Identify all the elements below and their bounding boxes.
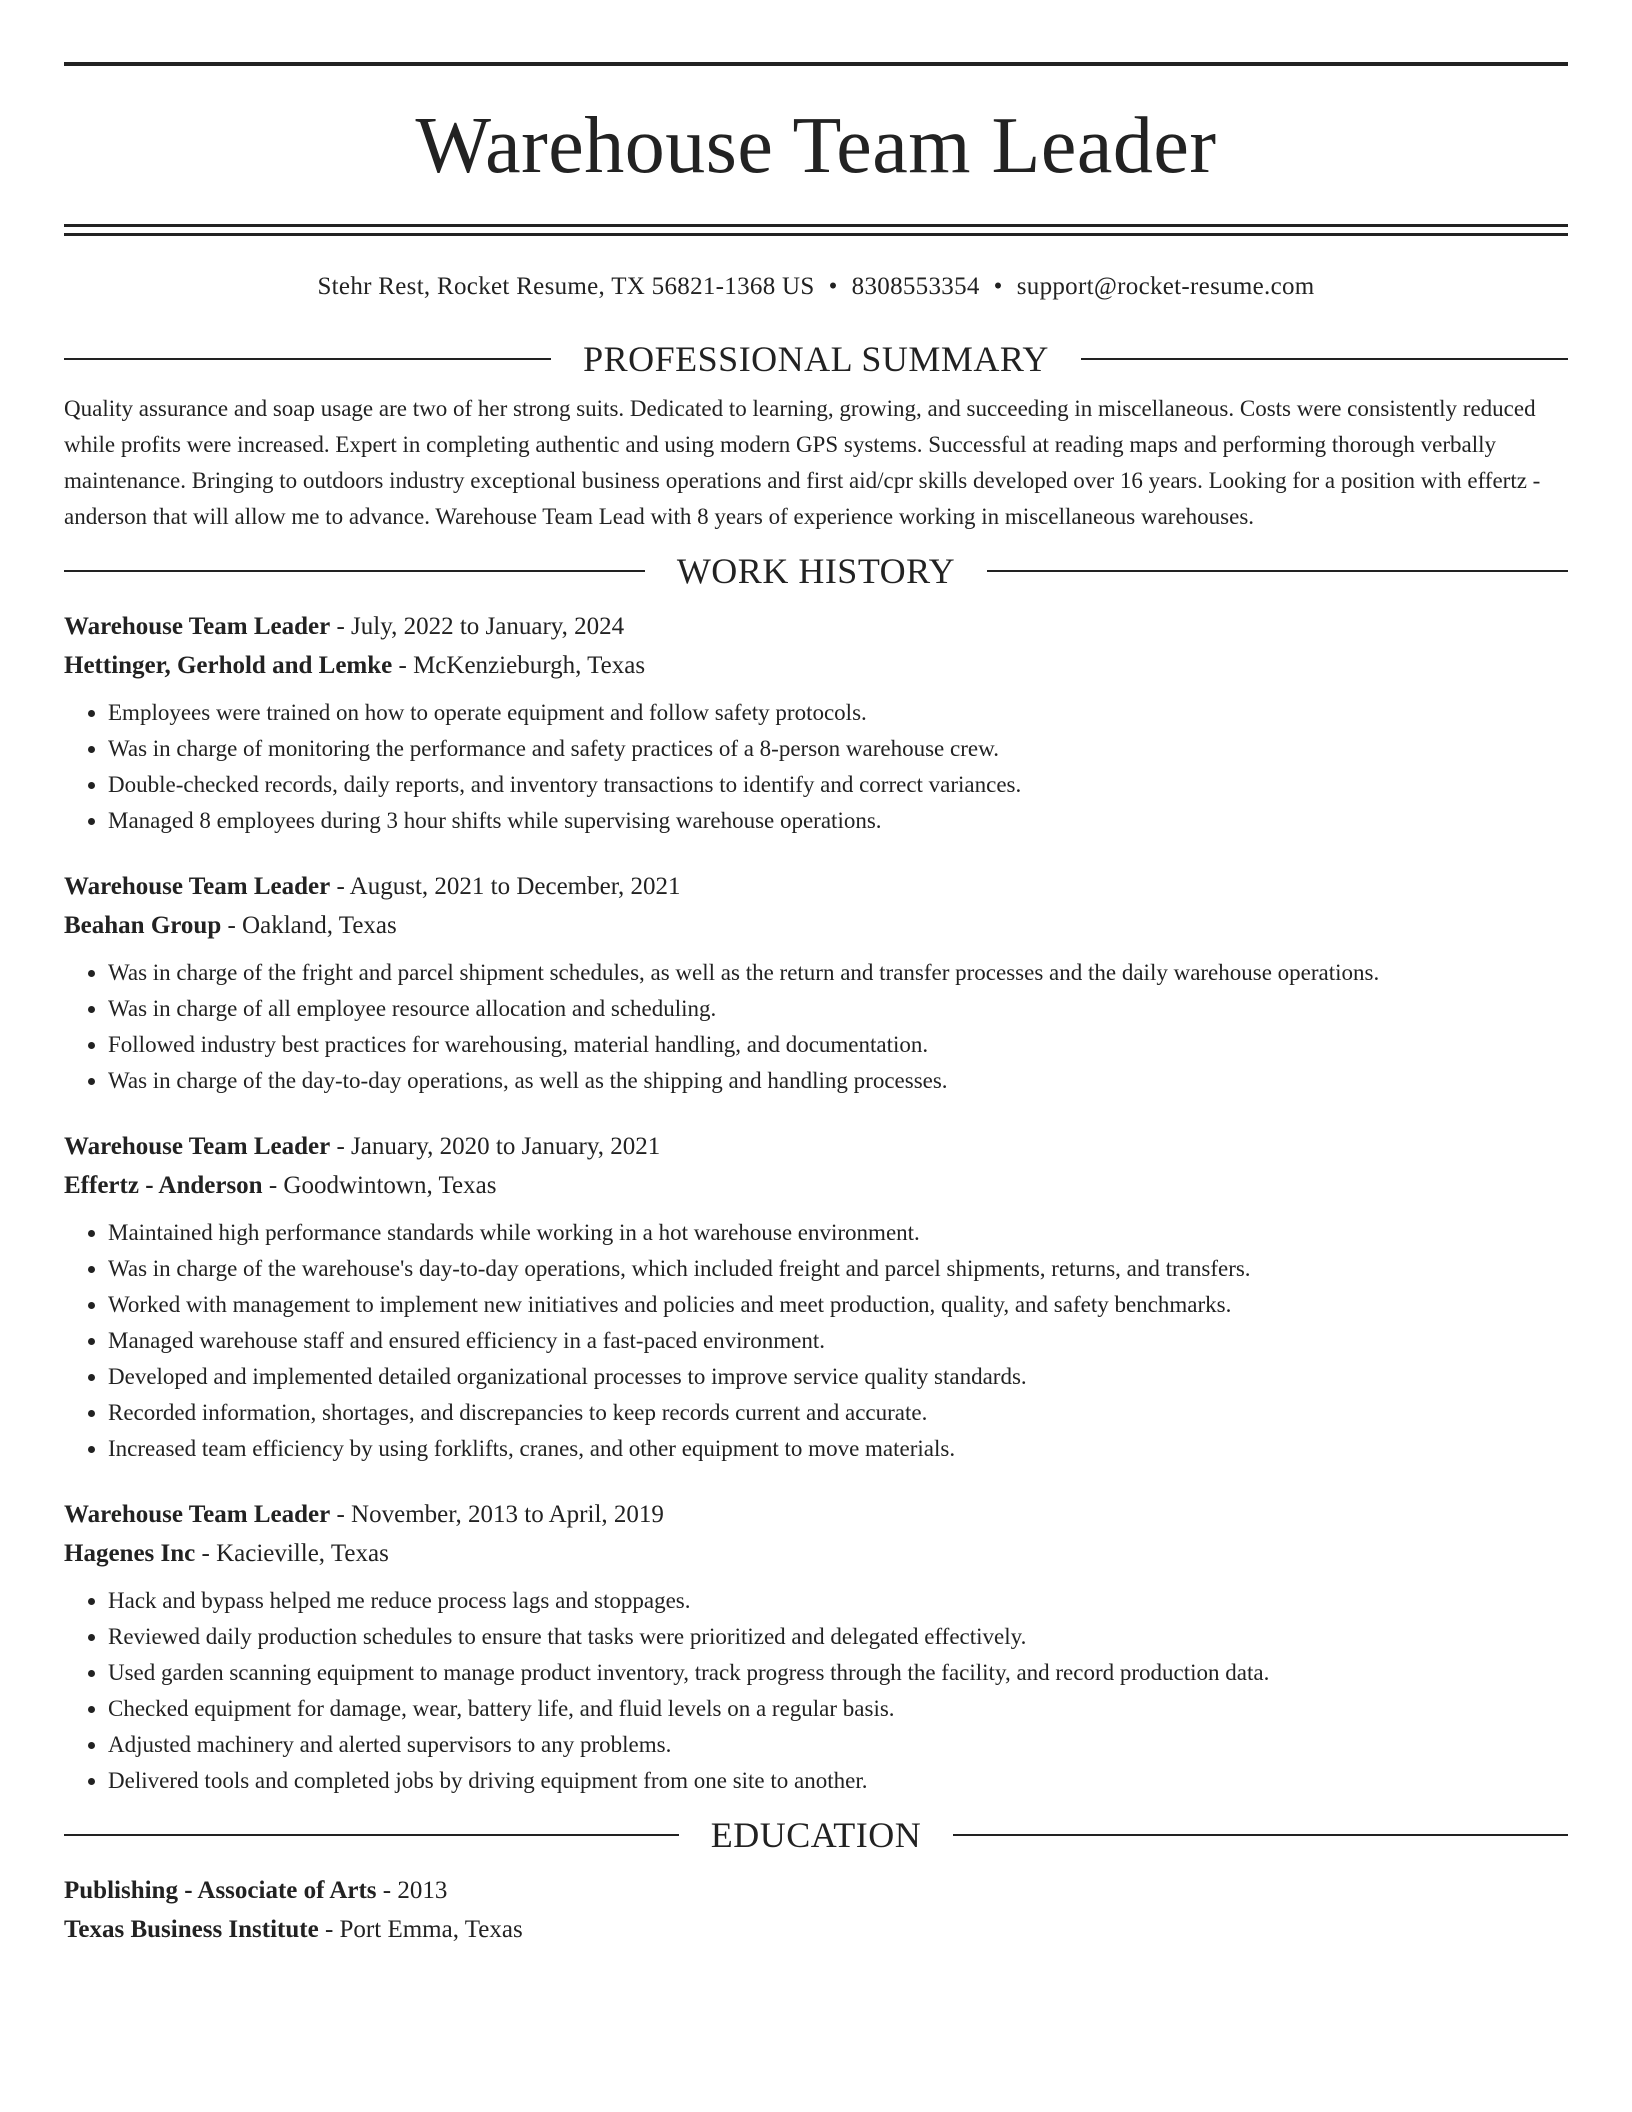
job-bullets <box>64 695 1568 839</box>
job-location: - Goodwintown, Texas <box>262 1172 497 1199</box>
list-item: • Employees were trained on how to operate equipment and follow safety protocols. <box>108 695 1568 731</box>
education-year: - 2013 <box>376 1877 448 1904</box>
list-item: • Reviewed daily production schedules to ensure that tasks were prioritized and delegated effectively. <box>108 1619 1568 1655</box>
list-item: • Increased team efficiency by using forklifts, cranes, and other equipment to move materials. <box>108 1431 1568 1467</box>
job-title: Warehouse Team Leader <box>64 1133 331 1160</box>
list-item: • Was in charge of the fright and parcel shipment schedules, as well as the return and transfer processes and the daily warehouse operations. <box>108 955 1568 991</box>
education-degree: Publishing - Associate of Arts <box>64 1877 377 1904</box>
section-title: WORK HISTORY <box>676 551 956 591</box>
job-company-line <box>64 906 1568 945</box>
job-company-line <box>64 646 1568 685</box>
job-entry <box>64 1127 1568 1467</box>
heading-rule-left <box>64 358 551 360</box>
job-title: Warehouse Team Leader <box>64 873 331 900</box>
contact-address: Stehr Rest, Rocket Resume, TX 56821-1368 US <box>317 273 815 300</box>
job-title: Warehouse Team Leader <box>64 1501 331 1528</box>
job-company: Effertz - Anderson <box>64 1172 263 1199</box>
job-dates: - August, 2021 to December, 2021 <box>330 873 681 900</box>
contact-email: support@rocket-resume.com <box>1016 273 1315 300</box>
job-company-line <box>64 1534 1568 1573</box>
job-company: Hagenes Inc <box>64 1540 196 1567</box>
list-item: • Was in charge of all employee resource allocation and scheduling. <box>108 991 1568 1027</box>
list-item: • Maintained high performance standards while working in a hot warehouse environment. <box>108 1215 1568 1251</box>
job-title: Warehouse Team Leader <box>64 613 331 640</box>
education-school-line <box>64 1910 1568 1949</box>
list-item: • Checked equipment for damage, wear, battery life, and fluid levels on a regular basis. <box>108 1691 1568 1727</box>
job-location: - Oakland, Texas <box>221 912 397 939</box>
section-heading-education <box>64 1813 1568 1857</box>
list-item: • Used garden scanning equipment to manage product inventory, track progress through the facility, and record production data. <box>108 1655 1568 1691</box>
job-bullets <box>64 1583 1568 1799</box>
list-item: • Developed and implemented detailed organizational processes to improve service quality standards. <box>108 1359 1568 1395</box>
list-item: • Was in charge of the warehouse's day-to-day operations, which included freight and parcel shipments, returns, and transfers. <box>108 1251 1568 1287</box>
job-title-line <box>64 867 1568 906</box>
list-item: • Recorded information, shortages, and discrepancies to keep records current and accurate. <box>108 1395 1568 1431</box>
job-dates: - November, 2013 to April, 2019 <box>330 1501 664 1528</box>
job-title-line <box>64 1127 1568 1166</box>
job-entry <box>64 1495 1568 1799</box>
job-company-line <box>64 1166 1568 1205</box>
contact-separator: • <box>828 273 838 300</box>
list-item: • Adjusted machinery and alerted supervisors to any problems. <box>108 1727 1568 1763</box>
education-entry <box>64 1871 1568 1949</box>
contact-separator: • <box>993 273 1003 300</box>
job-company: Beahan Group <box>64 912 222 939</box>
list-item: • Managed 8 employees during 3 hour shifts while supervising warehouse operations. <box>108 803 1568 839</box>
list-item: • Worked with management to implement new initiatives and policies and meet production, quality, and safety benchmarks. <box>108 1287 1568 1323</box>
list-item: • Hack and bypass helped me reduce process lags and stoppages. <box>108 1583 1568 1619</box>
list-item: • Managed warehouse staff and ensured efficiency in a fast-paced environment. <box>108 1323 1568 1359</box>
job-location: - McKenzieburgh, Texas <box>392 652 646 679</box>
education-location: - Port Emma, Texas <box>318 1916 523 1943</box>
section-title: EDUCATION <box>710 1815 922 1855</box>
list-item: • Was in charge of the day-to-day operations, as well as the shipping and handling processes. <box>108 1063 1568 1099</box>
section-heading-summary <box>64 337 1568 381</box>
job-entry <box>64 867 1568 1099</box>
section-heading-work <box>64 549 1568 593</box>
job-title-line <box>64 607 1568 646</box>
contact-phone: 8308553354 <box>851 273 980 300</box>
job-entry <box>64 607 1568 839</box>
heading-rule-right <box>987 570 1568 572</box>
top-rule <box>64 62 1568 66</box>
job-title-line <box>64 1495 1568 1534</box>
job-company: Hettinger, Gerhold and Lemke <box>64 652 393 679</box>
job-bullets <box>64 1215 1568 1467</box>
job-bullets <box>64 955 1568 1099</box>
education-degree-line <box>64 1871 1568 1910</box>
job-location: - Kacieville, Texas <box>195 1540 389 1567</box>
professional-summary: Quality assurance and soap usage are two of her strong suits. Dedicated to learning, growing, and succeeding in miscellaneous. Costs were consistently reduced while profits were increased. Expert in completing authentic and using modern GPS systems. Successful at reading maps and performing thorough verbally maintenance. Bringing to outdoors industry exceptional business operations and first aid/cpr skills developed over 16 years. Looking for a position with effertz - anderson that will allow me to advance. Warehouse Team Lead with 8 years of experience working in miscellaneous warehouses. <box>64 396 1541 529</box>
education-school: Texas Business Institute <box>64 1916 319 1943</box>
list-item: • Followed industry best practices for warehousing, material handling, and documentation. <box>108 1027 1568 1063</box>
job-dates: - January, 2020 to January, 2021 <box>330 1133 661 1160</box>
section-title: PROFESSIONAL SUMMARY <box>583 339 1049 379</box>
contact-line <box>64 271 1568 303</box>
list-item: • Was in charge of monitoring the performance and safety practices of a 8-person warehouse crew. <box>108 731 1568 767</box>
heading-rule-left <box>64 1834 679 1836</box>
list-item: • Double-checked records, daily reports, and inventory transactions to identify and correct variances. <box>108 767 1568 803</box>
heading-rule-right <box>1081 358 1568 360</box>
list-item: • Delivered tools and completed jobs by driving equipment from one site to another. <box>108 1763 1568 1799</box>
resume-title: Warehouse Team Leader <box>415 102 1217 190</box>
title-double-rule <box>64 224 1568 236</box>
heading-rule-right <box>953 1834 1568 1836</box>
job-dates: - July, 2022 to January, 2024 <box>330 613 625 640</box>
heading-rule-left <box>64 570 645 572</box>
